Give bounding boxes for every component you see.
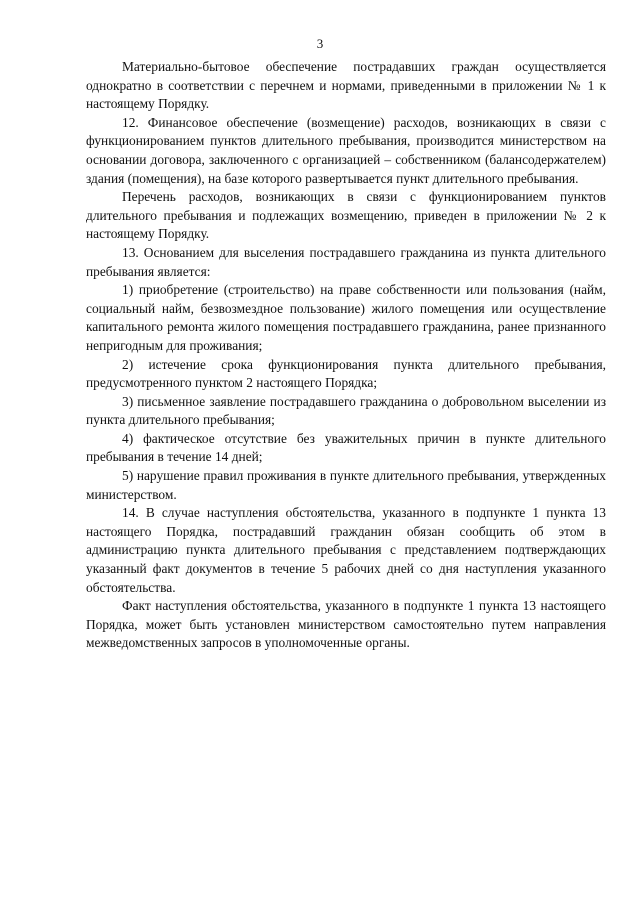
document-body — [86, 58, 606, 653]
paragraph-13: 13. Основанием для выселения пострадавшего гражданина из пункта длительного пребывания является: — [86, 244, 606, 279]
paragraph-12: 12. Финансовое обеспечение (возмещение) расходов, возникающих в связи с функционированием пунктов длительного пребывания, производится министерством на основании договора, заключенного с организацией – собственником (балансодержателем) здания (помещения), на базе которого развертывается пункт длительного пребывания. — [86, 114, 606, 186]
list-item-2: 2) истечение срока функционирования пункта длительного пребывания, предусмотренного пунктом 2 настоящего Порядка; — [86, 356, 606, 391]
paragraph-fact: Факт наступления обстоятельства, указанного в подпункте 1 пункта 13 настоящего Порядка, может быть установлен министерством самостоятельно путем направления межведомственных запросов в уполномоченные органы. — [86, 598, 606, 651]
list-item-3: 3) письменное заявление пострадавшего гражданина о добровольном выселении из пункта длительного пребывания; — [86, 393, 606, 428]
page-number: 3 — [316, 36, 324, 51]
paragraph-material-support: Материально-бытовое обеспечение пострадавших граждан осуществляется однократно в соответствии с перечнем и нормами, приведенными в приложении № 1 к настоящему Порядку. — [86, 59, 606, 112]
paragraph-expense-list: Перечень расходов, возникающих в связи с функционированием пунктов длительного пребывания и подлежащих возмещению, приведен в приложении № 2 к настоящему Порядку. — [86, 189, 606, 242]
list-item-1: 1) приобретение (строительство) на праве собственности или пользования (найм, социальный найм, безвозмездное пользование) жилого помещения или осуществление капитального ремонта жилого помещения пострадавшего гражданина, ранее признанного непригодным для проживания; — [86, 282, 606, 353]
list-item-5: 5) нарушение правил проживания в пункте длительного пребывания, утвержденных министерством. — [86, 468, 606, 502]
list-item-4: 4) фактическое отсутствие без уважительных причин в пункте длительного пребывания в течение 14 дней; — [86, 430, 606, 465]
paragraph-14: 14. В случае наступления обстоятельства, указанного в подпункте 1 пункта 13 настоящего Порядка, пострадавший гражданин обязан сообщить об этом в администрацию пункта длительного пребывания с представлением подтверждающих указанный факт документов в течение 5 рабочих дней со дня наступления указанного обстоятельства. — [86, 505, 606, 595]
